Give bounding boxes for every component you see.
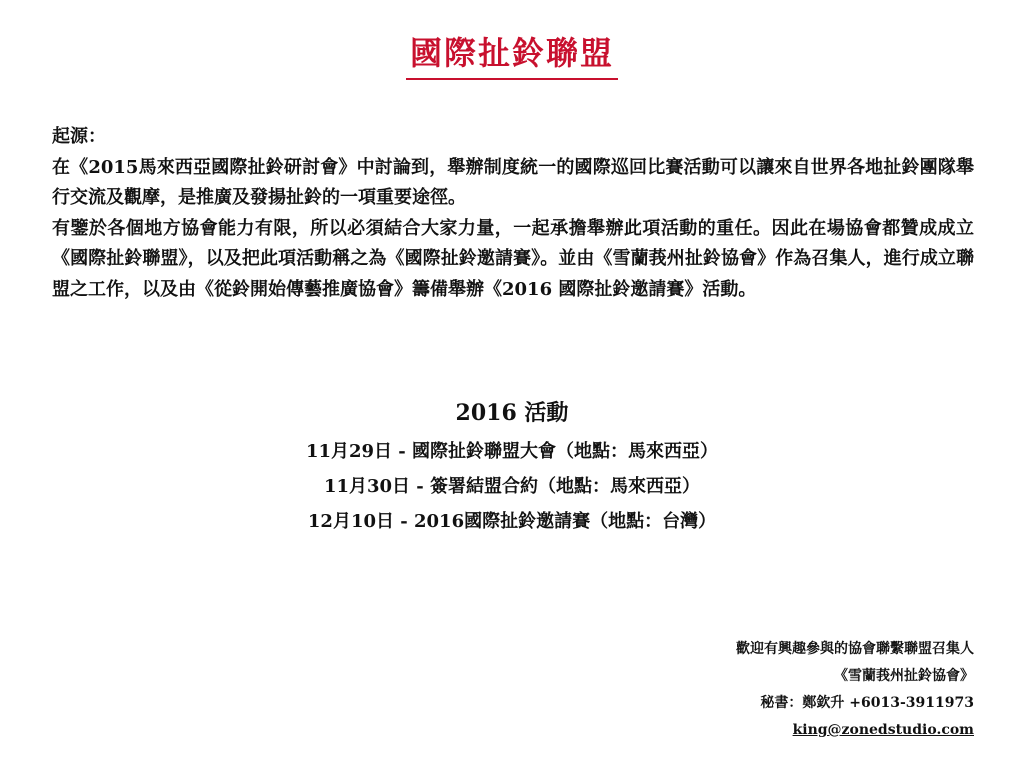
origin-paragraph-1: 在《2015馬來西亞國際扯鈴研討會》中討論到，舉辦制度統一的國際巡回比賽活動可以讓來自世界各地扯鈴團隊舉行交流及觀摩，是推廣及發揚扯鈴的一項重要途徑。 (52, 156, 974, 208)
contact-invitation: 歡迎有興趣參與的協會聯繫聯盟召集人 (736, 641, 974, 657)
origin-paragraph-2: 有鑒於各個地方協會能力有限，所以必須結合大家力量，一起承擔舉辦此項活動的重任。因此在場協會都贊成成立《國際扯鈴聯盟》，以及把此項活動稱之為《國際扯鈴邀請賽》。並由《雪蘭莪州扯鈴協會》作為召集人，進行成立聯盟之工作，以及由《從鈴開始傳藝推廣協會》籌備舉辦《2016 國際扯鈴邀請賽》活動。 (52, 217, 974, 300)
contact-email-link[interactable]: king@zonedstudio.com (792, 722, 974, 738)
page-title: 國際扯鈴聯盟 (406, 28, 618, 80)
events-list (0, 434, 1024, 539)
event-item-nov-29: 11月29日 - 國際扯鈴聯盟大會（地點：馬來西亞） (305, 441, 719, 462)
contact-section (736, 636, 974, 744)
event-item-dec-10: 12月10日 - 2016國際扯鈴邀請賽（地點：台灣） (307, 511, 717, 532)
header (0, 28, 1024, 80)
events-section (0, 398, 1024, 539)
origin-label: 起源： (52, 126, 106, 147)
contact-organization: 《雪蘭莪州扯鈴協會》 (834, 668, 974, 684)
contact-secretary: 秘書：鄭欽升 +6013-3911973 (760, 695, 974, 711)
event-item-nov-30: 11月30日 - 簽署結盟合約（地點：馬來西亞） (323, 476, 701, 497)
origin-section (52, 122, 974, 305)
events-heading: 2016 活動 (455, 400, 569, 426)
